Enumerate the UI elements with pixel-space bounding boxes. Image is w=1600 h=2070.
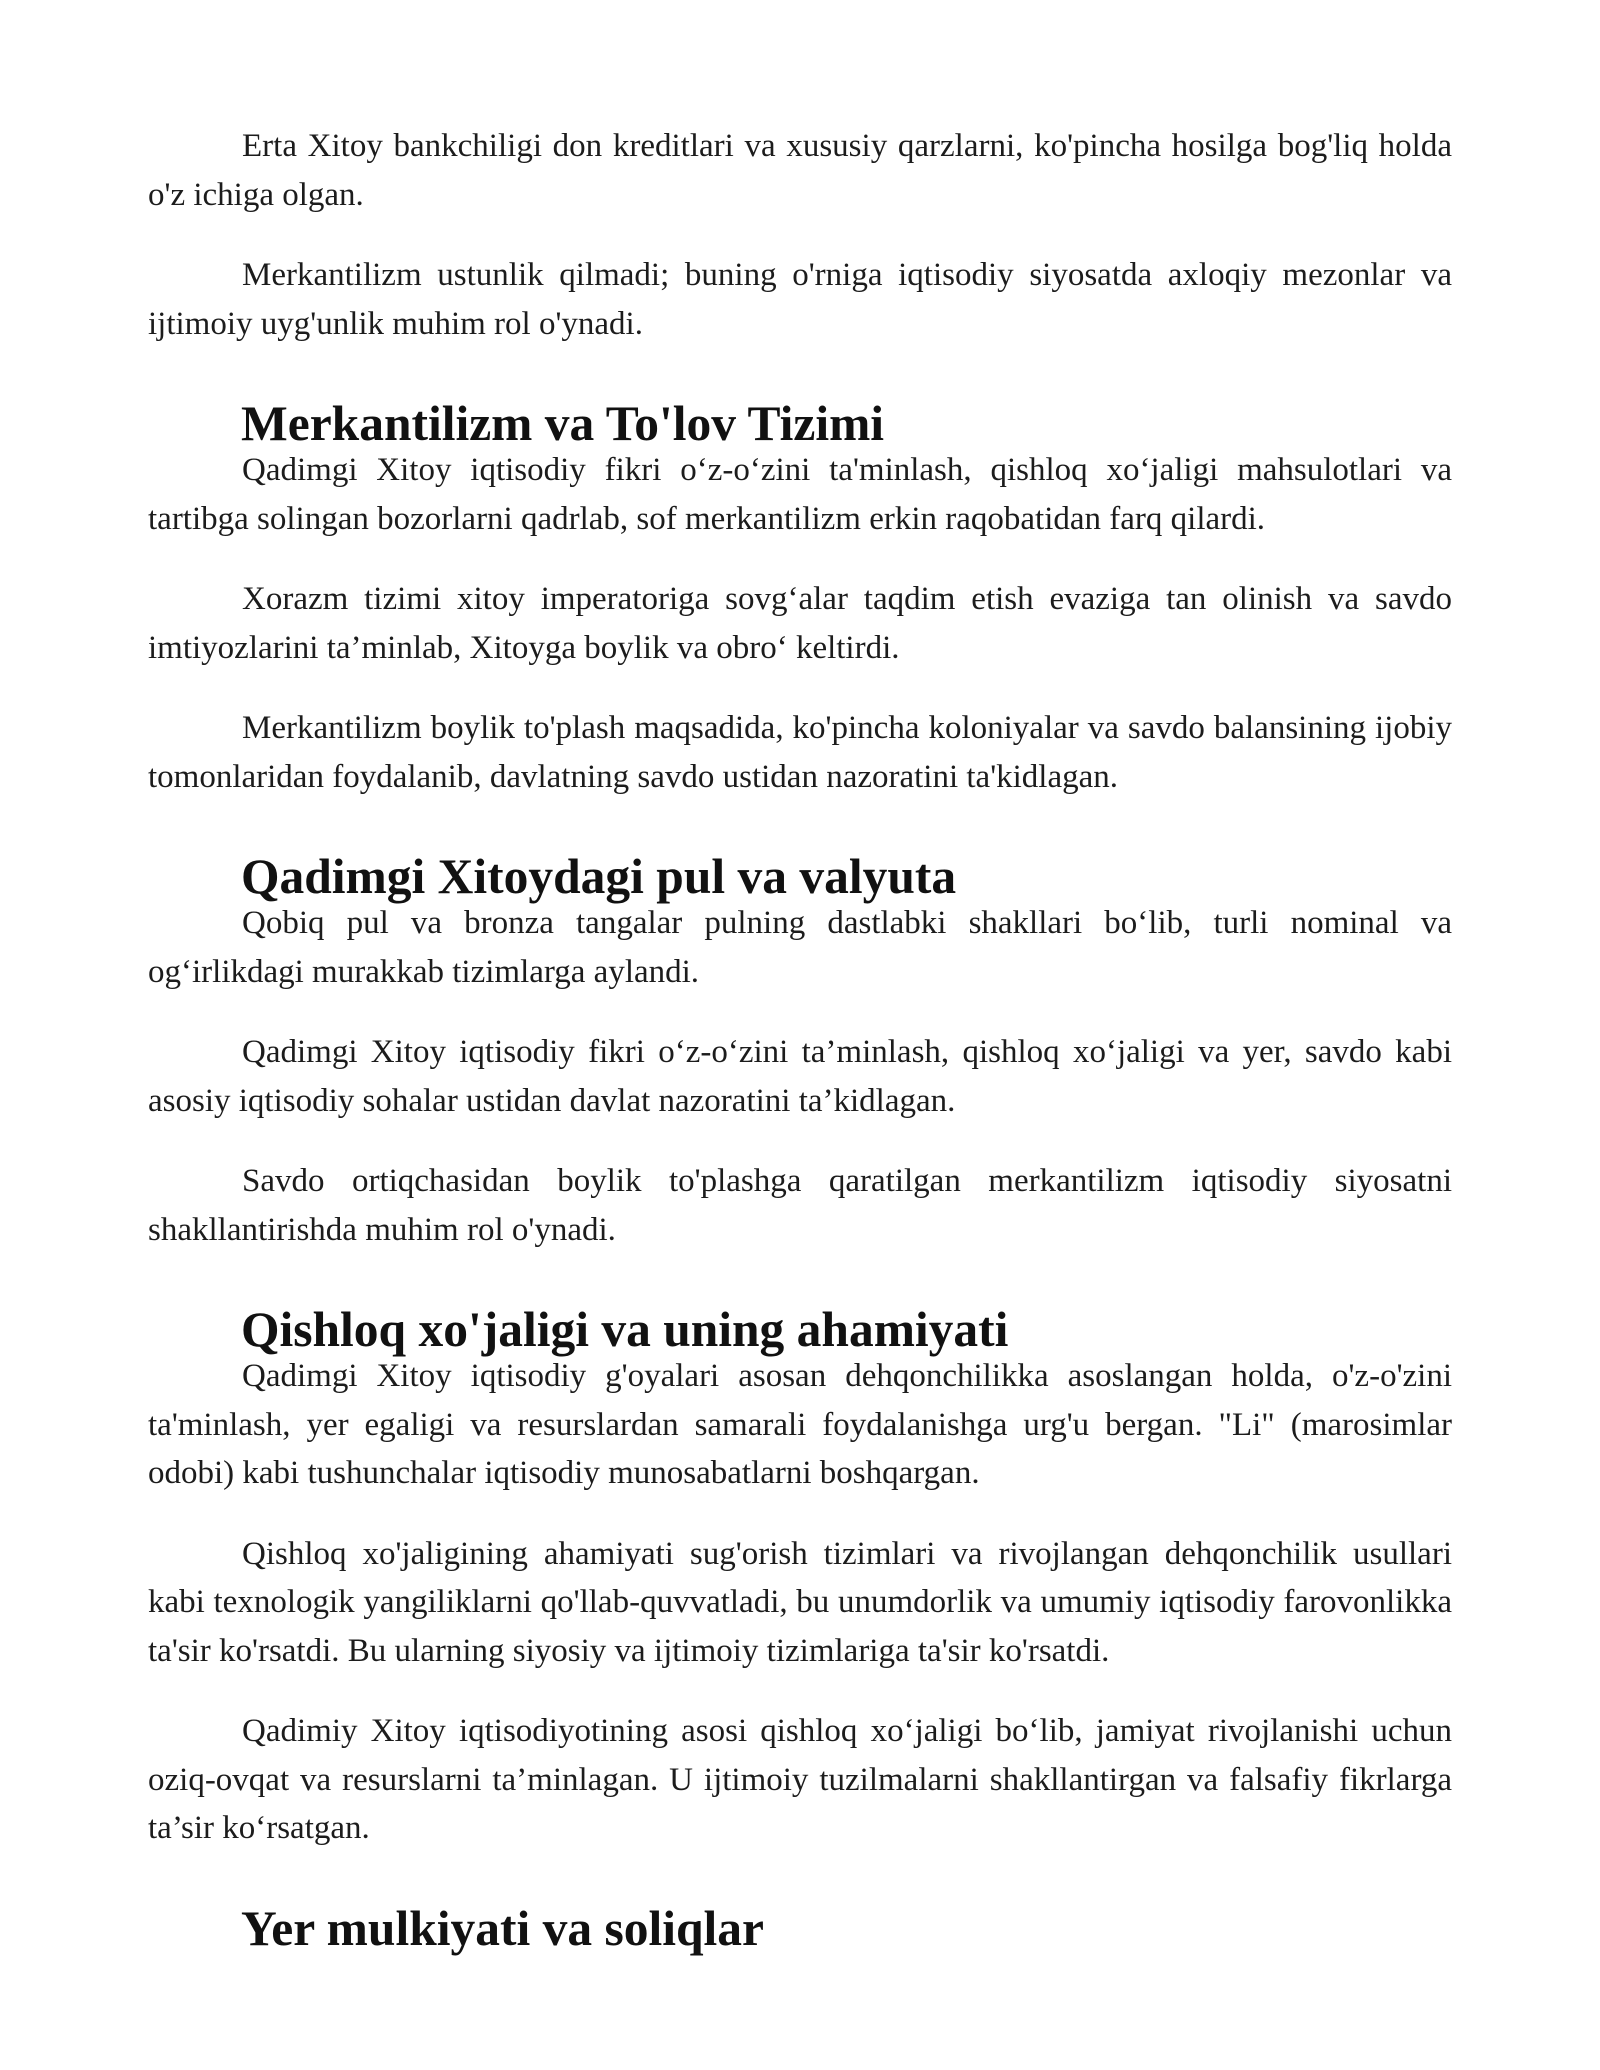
paragraph-irrigation: Qishloq xo'jaligining ahamiyati sug'orish tizimlari va rivojlangan dehqonchilik usullari kabi texnologik yangiliklarni qo'llab-quvvatladi, bu unumdorlik va umumiy iqtisodiy farovonlikka ta'sir ko'rsatdi. Bu ularning siyosiy va ijtimoiy tizimlariga ta'sir ko'rsatdi. [148, 1535, 1452, 1669]
section-heading-payment-system: Merkantilizm va To'lov Tizimi [241, 396, 885, 451]
section-heading-agriculture: Qishloq xo'jaligi va uning ahamiyati [241, 1302, 1009, 1357]
paragraph-mercantilism-wealth: Merkantilizm boylik to'plash maqsadida, ko'pincha koloniyalar va savdo balansining ijobiy tomonlaridan foydalanib, davlatning savdo ustidan nazoratini ta'kidlagan. [148, 710, 1452, 795]
paragraph-trade-surplus: Savdo ortiqchasidan boylik to'plashga qaratilgan merkantilizm iqtisodiy siyosatni shakllantirishda muhim rol o'ynadi. [148, 1163, 1452, 1248]
paragraph-farming-ideas: Qadimgi Xitoy iqtisodiy g'oyalari asosan dehqonchilikka asoslangan holda, o'z-o'zini ta'minlash, yer egaligi va resurslardan samarali foydalanishga urg'u bergan. "Li" (marosimlar odobi) kabi tushunchalar iqtisodiy munosabatlarni boshqargan. [148, 1358, 1452, 1491]
paragraph-agriculture-foundation: Qadimiy Xitoy iqtisodiyotining asosi qishloq xo‘jaligi bo‘lib, jamiyat rivojlanishi uchun oziq-ovqat va resurslarni ta’minlagan. U ijtimoiy tuzilmalarni shakllantirgan va falsafiy fikrlarga ta’sir ko‘rsatgan. [148, 1713, 1452, 1846]
paragraph-state-control: Qadimgi Xitoy iqtisodiy fikri o‘z-o‘zini ta’minlash, qishloq xo‘jaligi va yer, savdo kabi asosiy iqtisodiy sohalar ustidan davlat nazoratini ta’kidlagan. [148, 1034, 1452, 1119]
paragraph-tribute-system: Xorazm tizimi xitoy imperatoriga sovg‘alar taqdim etish evaziga tan olinish va savdo imtiyozlarini ta’minlab, Xitoyga boylik va obro‘ keltirdi. [148, 581, 1452, 666]
section-heading-money-currency: Qadimgi Xitoydagi pul va valyuta [241, 849, 957, 904]
paragraph-self-sufficiency: Qadimgi Xitoy iqtisodiy fikri o‘z-o‘zini ta'minlash, qishloq xo‘jaligi mahsulotlari va tartibga solingan bozorlarni qadrlab, sof merkantilizm erkin raqobatidan farq qilardi. [148, 452, 1452, 537]
paragraph-early-banking: Erta Xitoy bankchiligi don kreditlari va xususiy qarzlarni, ko'pincha hosilga bog'liq holda o'z ichiga olgan. [148, 128, 1452, 213]
section-heading-land-taxes: Yer mulkiyati va soliqlar [241, 1900, 764, 1956]
paragraph-shell-money: Qobiq pul va bronza tangalar pulning dastlabki shakllari bo‘lib, turli nominal va og‘irlikdagi murakkab tizimlarga aylandi. [148, 905, 1452, 990]
paragraph-mercantilism-ethics: Merkantilizm ustunlik qilmadi; buning o'rniga iqtisodiy siyosatda axloqiy mezonlar va ijtimoiy uyg'unlik muhim rol o'ynadi. [148, 257, 1452, 342]
document-body [148, 122, 1452, 1956]
